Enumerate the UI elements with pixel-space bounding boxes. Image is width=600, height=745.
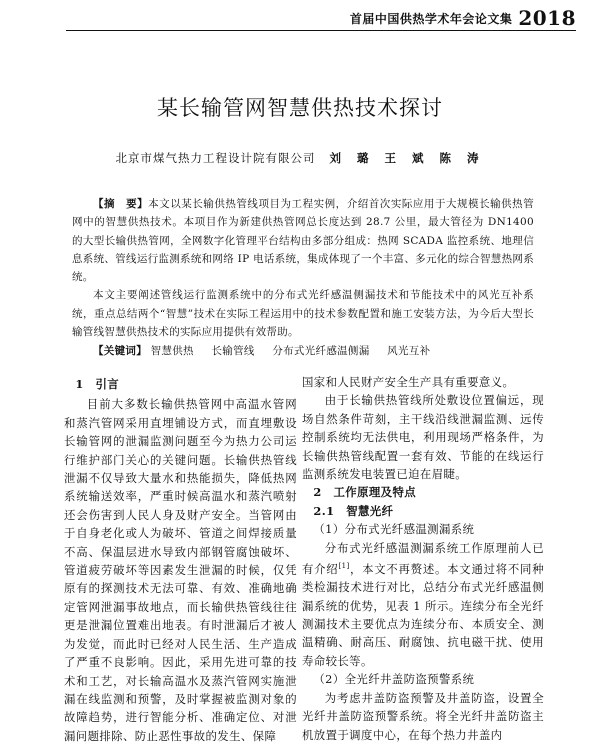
keywords-line [72, 342, 534, 360]
body-paragraph: 为考虑井盖防盗预警及井盖防盗，设置全光纤井盖防盗预警系统。将全光纤井盖防盗主机放置于调度中心，在每个热力井盖内 [302, 690, 544, 742]
abstract-text-1: 本文以某长输供热管线项目为工程实例，介绍首次实际应用于大规模长输供热管网中的智慧供热技术。本项目作为新建供热管网总长度达到 28.7 公里，最大管径为 DN1400 的大型长输供热管网，全网数字化管理平台结构由多部分组成：热网 SCADA 监控系统、地理信息系统、管线运行监测系统和网络 IP 电话系统，集成体现了一个丰富、多元化的综合智慧热网系统。 [72, 198, 535, 284]
keyword: 分布式光纤感温侧漏 [272, 345, 370, 358]
body-text: 分布式光纤感温测漏系统工作原理前人已有介绍 [302, 540, 544, 576]
affiliation: 北京市煤气热力工程设计院有限公司 [115, 151, 316, 165]
keyword: 长输管线 [211, 345, 255, 358]
author-line [0, 150, 600, 166]
keywords-label: 【关键词】 [93, 345, 147, 358]
citation-marker: [1] [338, 562, 350, 571]
section-heading-introduction: 1 引言 [75, 377, 120, 391]
body-paragraph: 目前大多数长输供热管网中高温水管网和蒸汽管网采用直埋铺设方式，而直埋敷设长输管网的泄漏监测问题至今为热力公司运行维护部门关心的关键问题。长输供热管线泄漏不仅导致大量水和热能损失，降低热网系统输送效率，严重时候高温水和蒸汽喷射还会伤害到人民人身及财产安全。当管网由于自身老化或人为破坏、管道之间焊接质量不高、保温层进水导致内部钢管腐蚀破坏、管道疲劳破坏等因素发生泄漏的时候，仅凭原有的探测技术无法可靠、有效、准确地确定管网泄漏事故地点，而长输供热管线往往更是泄漏位置难出地表。有时泄漏后才被人为发觉，而此时已经对人民生活、生产造成了严重不良影响。因此，采用先进可靠的技术和工艺，对长输高温水及蒸汽管网实施泄漏在线监测和预警，及时掌握被监测对象的故障趋势，进行智能分析、准确定位、对泄漏问题排除、防止恶性事故的发生、保障 [64, 397, 297, 743]
keyword: 智慧供热 [150, 345, 194, 358]
abstract-paragraph-1 [72, 195, 534, 286]
body-text: ，本文不再赘述。本文通过将不同种类检漏技术进行对比，总结分布式光纤感温侧漏系统的优势，见表 1 所示。连续分布全光纤测漏技术主要优点为连续分布、本质安全、测温精确、耐高压、耐腐蚀、抗电磁干扰、使用寿命较长等。 [302, 561, 544, 668]
body-paragraph [302, 539, 544, 671]
paper-title: 某长输管网智慧供热技术探讨 [157, 96, 443, 120]
subsubsection-heading-fiber-leak: （1）分布式光纤感温测漏系统 [313, 522, 475, 537]
abstract-label: 【摘 要】 [93, 198, 149, 210]
subsubsection-heading-manhole: （2）全光纤井盖防盗预警系统 [313, 672, 475, 687]
section-heading-principle: 2 工作原理及特点 [313, 485, 417, 500]
abstract-paragraph-2: 本文主要阐述管线运行监测系统中的分布式光纤感温侧漏技术和节能技术中的风光互补系统，重点总结两个“智慧”技术在实际工程运用中的技术参数配置和施工安装方法，为今后大型长输管线智慧供热技术的实际应用提供有效帮助。 [72, 289, 534, 339]
proceedings-title: 首届中国供热学术年会论文集 [349, 12, 513, 26]
subsection-heading-smart-fiber: 2.1 智慧光纤 [313, 503, 394, 518]
right-column [302, 373, 544, 744]
running-header [350, 6, 576, 30]
left-column [64, 373, 297, 745]
abstract-block [72, 195, 534, 361]
header-rule [66, 30, 576, 31]
keyword: 风光互补 [387, 345, 431, 358]
body-paragraph-continued: 国家和人民财产安全生产具有重要意义。 [302, 375, 515, 389]
body-paragraph: 由于长输供热管线所处敷设位置偏远，现场自然条件苛刻，主干线沿线泄漏监测、远传控制系统均无法供电，利用现场严格条件，为长输供热管线配置一套有效、节能的在线运行监测系统发电装置已迫在眉睫。 [302, 393, 544, 482]
proceedings-year: 2018 [518, 6, 576, 30]
author-names: 刘 璐 王 斌 陈 涛 [329, 151, 485, 165]
